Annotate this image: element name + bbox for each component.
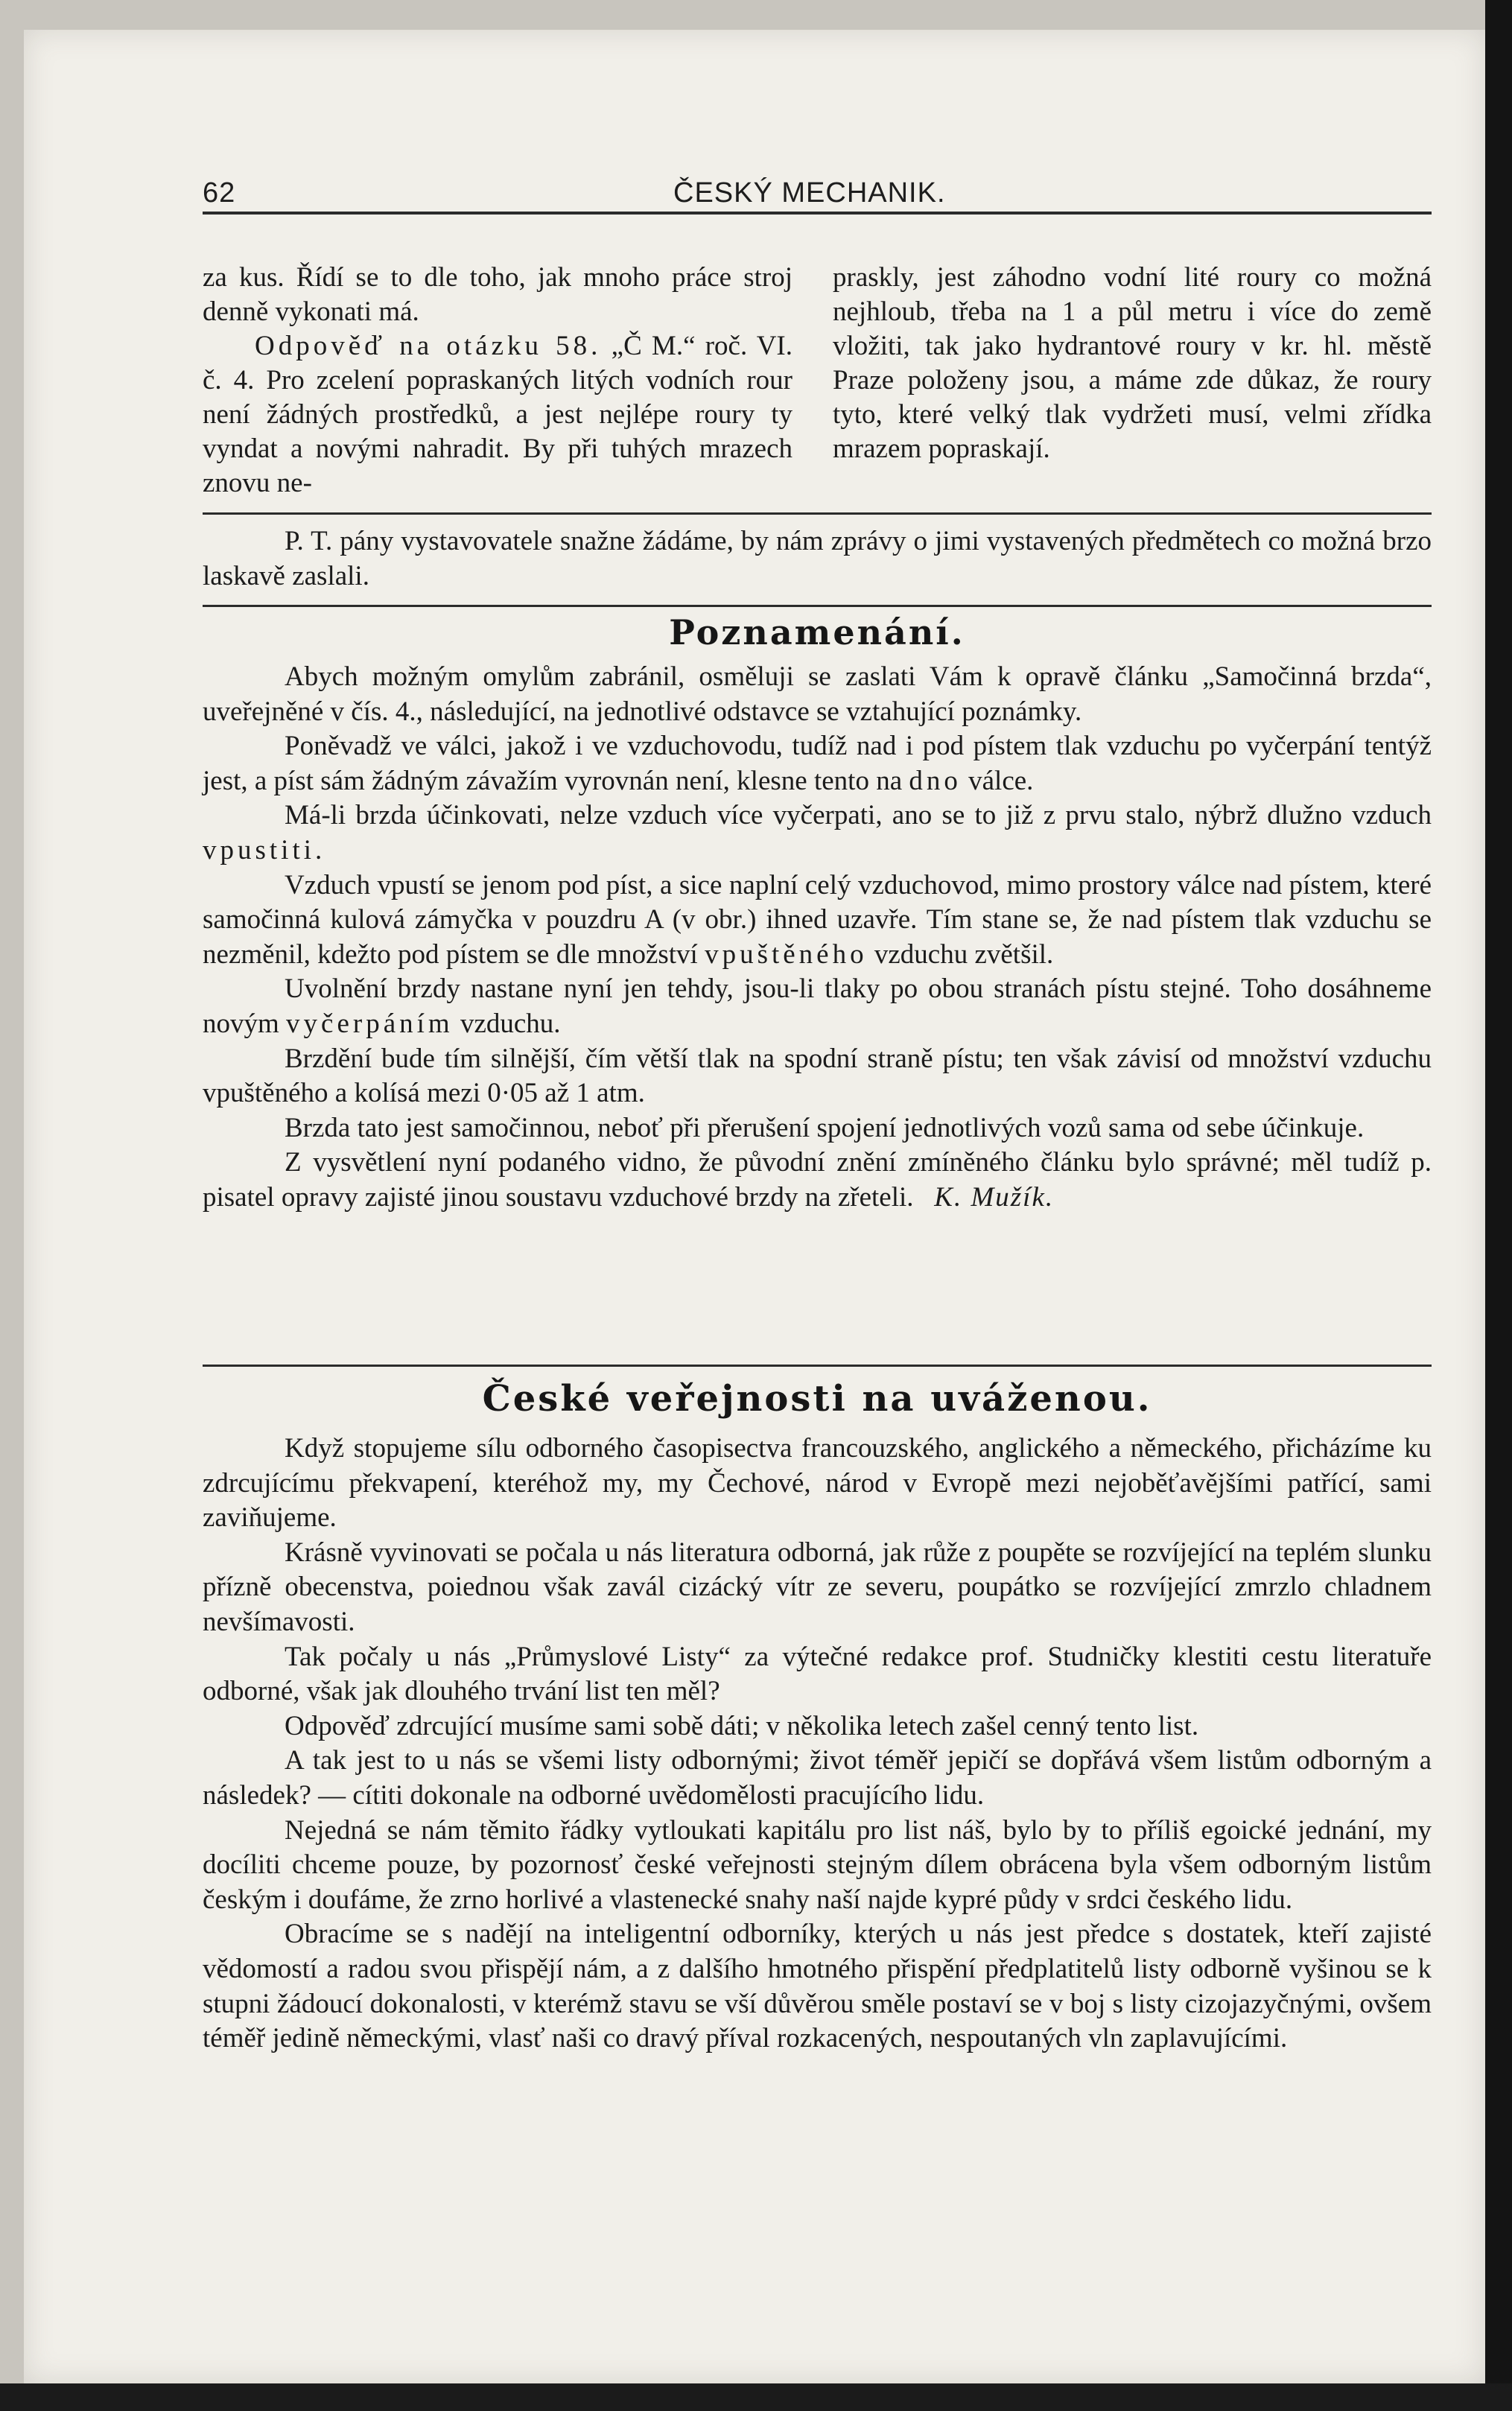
s1-paragraph-8-text: Z vysvětlení nyní podaného vidno, že původní znění zmíněného článku bylo správné; měl tudíž p. pisatel opravy zajisté jinou soustavu vzduchové brzdy na zřeteli. <box>203 1147 1432 1213</box>
page-header <box>203 170 1432 215</box>
answer-label: Odpověď na otázku 58. <box>255 331 602 361</box>
scan-edge-right <box>1485 0 1512 2411</box>
s2-paragraph-1: Když stopujeme sílu odborného časopisectva francouzského, anglického a německého, přicházíme ku zdrcujícímu překvapení, kteréhož my, my Čechové, národ v Evropě mezi nejoběťavějšími patřící, sami zaviňujeme. <box>203 1433 1432 1534</box>
s1-paragraph-5-tail: vzduchu. <box>460 1008 561 1039</box>
s1-paragraph-5-text: Uvolnění brzdy nastane nyní jen tehdy, jsou-li tlaky po obou stranách pístu stejné. Toho dosáhneme novým <box>203 973 1432 1039</box>
spaced-word-vycerpanim: vyčerpáním <box>286 1008 454 1039</box>
answer-text: „Č M.“ roč. VI. č. 4. Pro zcelení popraskaných litých vodních rour není žádných prostředků, a jest nejlépe roury ty vyndat a novými nahradit. By při tuhých mrazech znovu ne- <box>203 331 793 498</box>
s1-paragraph-2-text: Poněvadž ve válci, jakož i ve vzduchovodu, tudíž nad i pod pístem tlak vzduchu po vyčerpání tentýž jest, a píst sám žádným závažím vyrovnán není, klesne tento na <box>203 731 1432 796</box>
spaced-word-vpustiti: vpustiti. <box>203 834 326 865</box>
s1-paragraph-8 <box>203 1146 1432 1215</box>
header-rule <box>203 212 1432 215</box>
s2-paragraph-6: Nejedná se nám těmito řádky vytloukati kapitálu pro list náš, bylo by to příliš egoické jednání, my docíliti chceme pouze, by pozornosť české veřejnosti stejným dílem obrácena byla všem odborným listům českým i doufáme, že zrno horlivé a vlastenecké snahy naší najde kypré půdy v srdci českého lidu. <box>203 1814 1432 1915</box>
divider-3 <box>203 1365 1432 1367</box>
journal-title: ČESKÝ MECHANIK. <box>673 177 946 209</box>
s1-paragraph-2-tail: válce. <box>968 765 1034 796</box>
s1-paragraph-1: Abych možným omylům zabránil, osměluji se zaslati Vám k opravě článku „Samočinná brzda“, uveřejněné v čís. 4., následující, na jednotlivé odstavce se vztahující poznámky. <box>203 661 1432 727</box>
left-text <box>203 261 792 501</box>
s1-paragraph-4-text: Vzduch vpustí se jenom pod píst, a sice naplní celý vzduchovod, mimo prostory válce nad pístem, které samočinná kulová zámyčka v pouzdru A (v obr.) ihned uzavře. Tím stane se, že nad pístem tlak vzduchu se nezměnil, kdežto pod pístem se dle množství <box>203 869 1432 970</box>
spaced-word-vpusteneho: vpuštěného <box>705 938 868 970</box>
s1-paragraph-2 <box>203 729 1432 798</box>
answer-paragraph <box>203 329 792 501</box>
s1-paragraph-3 <box>203 798 1432 868</box>
s1-paragraph-6: Brzdění bude tím silnější, čím větší tlak na spodní straně pístu; ten však závisí od množství vzduchu vpuštěného a kolísá mezi 0·05 až 1 atm. <box>203 1043 1432 1109</box>
right-paragraph-1: praskly, jest záhodno vodní lité roury co možná nejhloub, třeba na 1 a půl metru i více do země vložiti, tak jako hydrantové roury v kr. hl. městě Praze položeny jsou, a máme zde důkaz, že roury tyto, které velký tlak vydržeti musí, velmi zřídka mrazem popraskají. <box>833 262 1432 464</box>
s1-paragraph-4-tail: vzduchu zvětšil. <box>874 938 1054 970</box>
section1-body <box>203 660 1432 1216</box>
s2-paragraph-2: Krásně vyvinovati se počala u nás literatura odborná, jak růže z poupěte se rozvíjející na teplém slunku přízně obecenstva, poiednou však zavál cizácký vítr ze severu, poupátko se rozvíjející zmrzlo chladnem nevšímavosti. <box>203 1537 1432 1637</box>
notice-text: P. T. pány vystavovatele snažne žádáme, by nám zprávy o jimi vystavených předmětech co možná brzo laskavě zaslali. <box>203 526 1432 591</box>
s2-paragraph-7: Obracíme se s nadějí na inteligentní odborníky, kterých u nás jest předce s dostatek, kteří zajisté vědomostí a radou svou přispějí nám, a z dalšího hmotného přispění předplatitelů listy odborně vyšinou se k stupni žádoucí dokonalosti, v kterémž stavu se vší důvěrou směle postaví se v boj s listy cizojazyčnými, ovšem téměř jedině německými, vlasť naši co dravý příval rozkacených, nespoutaných vln zaplavujícími. <box>203 1919 1432 2054</box>
column-right <box>833 261 1432 466</box>
s2-paragraph-3: Tak počaly u nás „Průmyslové Listy“ za výtečné redakce prof. Studničky klestiti cestu literatuře odborné, však jak dlouhého trvání list ten měl? <box>203 1641 1432 1707</box>
column-left <box>203 261 792 501</box>
section2-heading: České veřejnosti na uváženou. <box>482 1378 1152 1420</box>
s2-paragraph-4: Odpověď zdrcující musíme sami sobě dáti; v několika letech zašel cenný tento list. <box>285 1710 1199 1741</box>
left-paragraph-1: za kus. Řídí se to dle toho, jak mnoho práce stroj denně vykonati má. <box>203 262 792 327</box>
s1-paragraph-3-text: Má-li brzda účinkovati, nelze vzduch více vyčerpati, ano se to již z prvu stalo, nýbrž dlužno vzduch <box>285 800 1432 831</box>
divider-1 <box>203 512 1432 515</box>
divider-2 <box>203 605 1432 607</box>
s2-paragraph-5: A tak jest to u nás se všemi listy odbornými; život téměř jepičí se dopřává všem listům odborným a následek? — cítiti dokonale na odborné uvědomělosti pracujícího lidu. <box>203 1745 1432 1811</box>
spaced-word-dno: dno <box>909 765 962 796</box>
section2-body <box>203 1432 1432 2056</box>
s1-paragraph-5 <box>203 972 1432 1041</box>
signature: K. Mužík. <box>934 1181 1055 1213</box>
notice-block <box>203 524 1432 594</box>
section1-heading: Poznamenání. <box>669 612 965 652</box>
page-number: 62 <box>203 177 236 209</box>
s1-paragraph-7: Brzda tato jest samočinnou, neboť při přerušení spojení jednotlivých vozů sama od sebe účinkuje. <box>285 1112 1365 1143</box>
scan-edge-bottom <box>0 2383 1512 2411</box>
s1-paragraph-4 <box>203 868 1432 973</box>
